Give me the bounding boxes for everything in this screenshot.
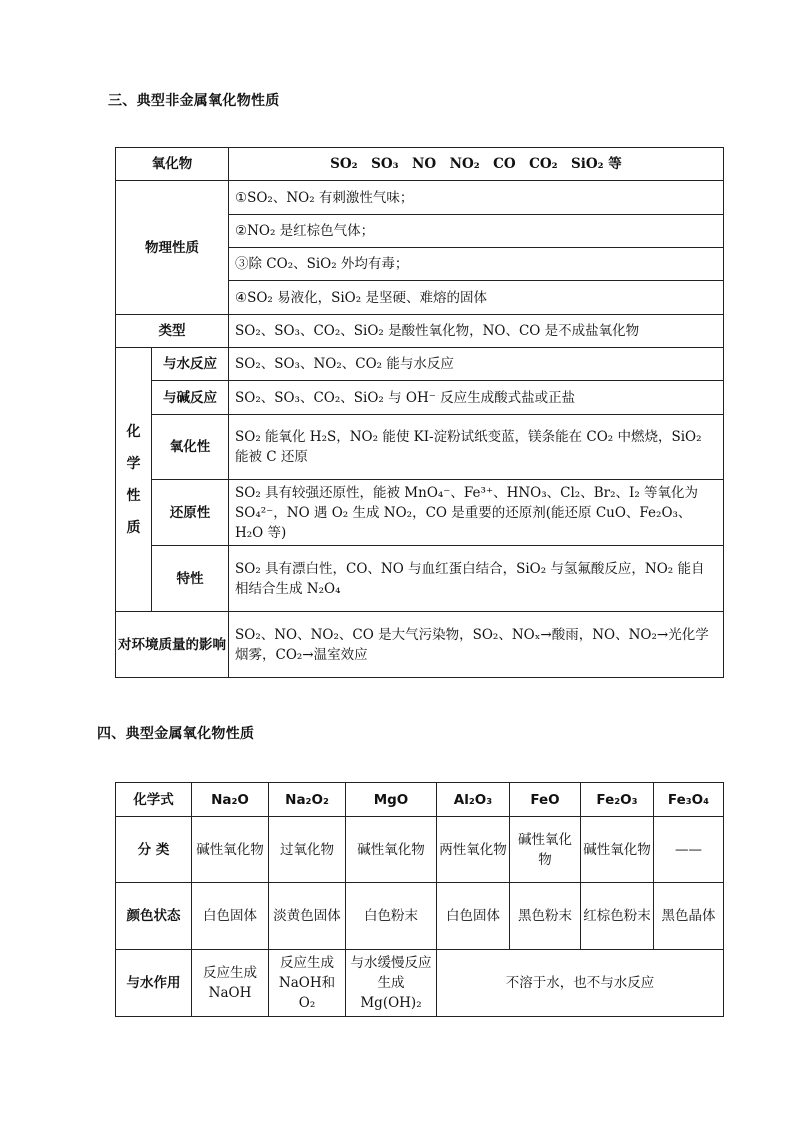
metal-oxide-table [115,782,724,1017]
oxide-header-value: SO₂ SO₃ NO NO₂ CO CO₂ SiO₂ 等 [229,148,724,181]
water-cell: 反应生成NaOH [192,950,269,1017]
formula-fe3o4: Fe₃O₄ [654,783,724,817]
chem-row-label: 还原性 [152,480,229,546]
chem-row-label: 特性 [152,546,229,612]
chem-char: 质 [126,519,141,536]
formula-feo: FeO [510,783,581,817]
color-cell: 淡黄色固体 [269,883,346,950]
color-cell: 黑色晶体 [654,883,724,950]
physical-item: ④SO₂ 易液化，SiO₂ 是坚硬、难熔的固体 [229,281,724,315]
class-cell: 两性氧化物 [437,817,510,883]
environment-value: SO₂、NO、NO₂、CO 是大气污染物，SO₂、NOₓ→酸雨，NO、NO₂→光化学烟雾，CO₂→温室效应 [229,612,724,678]
class-cell: 碱性氧化物 [581,817,654,883]
formula-na2o: Na₂O [192,783,269,817]
color-cell: 白色粉末 [346,883,437,950]
chem-row-value: SO₂ 具有漂白性，CO、NO 与血红蛋白结合，SiO₂ 与氢氟酸反应，NO₂ 能自相结合生成 N₂O₄ [229,546,724,612]
water-cell: 与水缓慢反应生成Mg(OH)₂ [346,950,437,1017]
physical-item: ③除 CO₂、SiO₂ 外均有毒； [229,248,724,281]
class-cell: 碱性氧化物 [510,817,581,883]
class-cell: 过氧化物 [269,817,346,883]
chem-char: 化 [126,423,141,440]
chem-row-value: SO₂、SO₃、NO₂、CO₂ 能与水反应 [229,348,724,381]
color-cell: 黑色粉末 [510,883,581,950]
chem-row-label: 与水反应 [152,348,229,381]
chem-row-label: 与碱反应 [152,381,229,415]
section3-title: 三、典型非金属氧化物性质 [108,93,280,109]
chem-row-value: SO₂ 能氧化 H₂S，NO₂ 能使 KI-淀粉试纸变蓝，镁条能在 CO₂ 中燃烧，SiO₂ 能被 C 还原 [229,415,724,480]
formula-fe2o3: Fe₂O₃ [581,783,654,817]
class-cell: 碱性氧化物 [346,817,437,883]
chem-char: 学 [126,455,141,472]
oxide-header-label: 氧化物 [116,148,229,181]
color-cell: 白色固体 [437,883,510,950]
section4-title: 四、典型金属氧化物性质 [97,726,255,742]
water-label: 与水作用 [116,950,192,1017]
chem-row-value: SO₂ 具有较强还原性，能被 MnO₄⁻、Fe³⁺、HNO₃、Cl₂、Br₂、I₂ 等氧化为 SO₄²⁻，NO 遇 O₂ 生成 NO₂，CO 是重要的还原剂(能还原 CuO、Fe₂O₃、H₂O 等) [229,480,724,546]
nonmetal-oxide-table [115,147,724,678]
color-label: 颜色状态 [116,883,192,950]
class-label: 分 类 [116,817,192,883]
chemical-properties-label [116,348,152,612]
formula-label: 化学式 [116,783,192,817]
chem-row-value: SO₂、SO₃、CO₂、SiO₂ 与 OH⁻ 反应生成酸式盐或正盐 [229,381,724,415]
water-cell: 反应生成NaOH和O₂ [269,950,346,1017]
color-cell: 白色固体 [192,883,269,950]
type-value: SO₂、SO₃、CO₂、SiO₂ 是酸性氧化物，NO、CO 是不成盐氧化物 [229,315,724,348]
class-cell: —— [654,817,724,883]
type-label: 类型 [116,315,229,348]
class-cell: 碱性氧化物 [192,817,269,883]
environment-label: 对环境质量的影响 [116,612,229,678]
color-cell: 红棕色粉末 [581,883,654,950]
formula-na2o2: Na₂O₂ [269,783,346,817]
chem-char: 性 [126,487,141,504]
formula-al2o3: Al₂O₃ [437,783,510,817]
water-rest: 不溶于水，也不与水反应 [437,950,724,1017]
physical-label: 物理性质 [116,181,229,315]
chem-row-label: 氧化性 [152,415,229,480]
formula-mgo: MgO [346,783,437,817]
physical-item: ①SO₂、NO₂ 有刺激性气味； [229,181,724,215]
physical-item: ②NO₂ 是红棕色气体； [229,215,724,248]
